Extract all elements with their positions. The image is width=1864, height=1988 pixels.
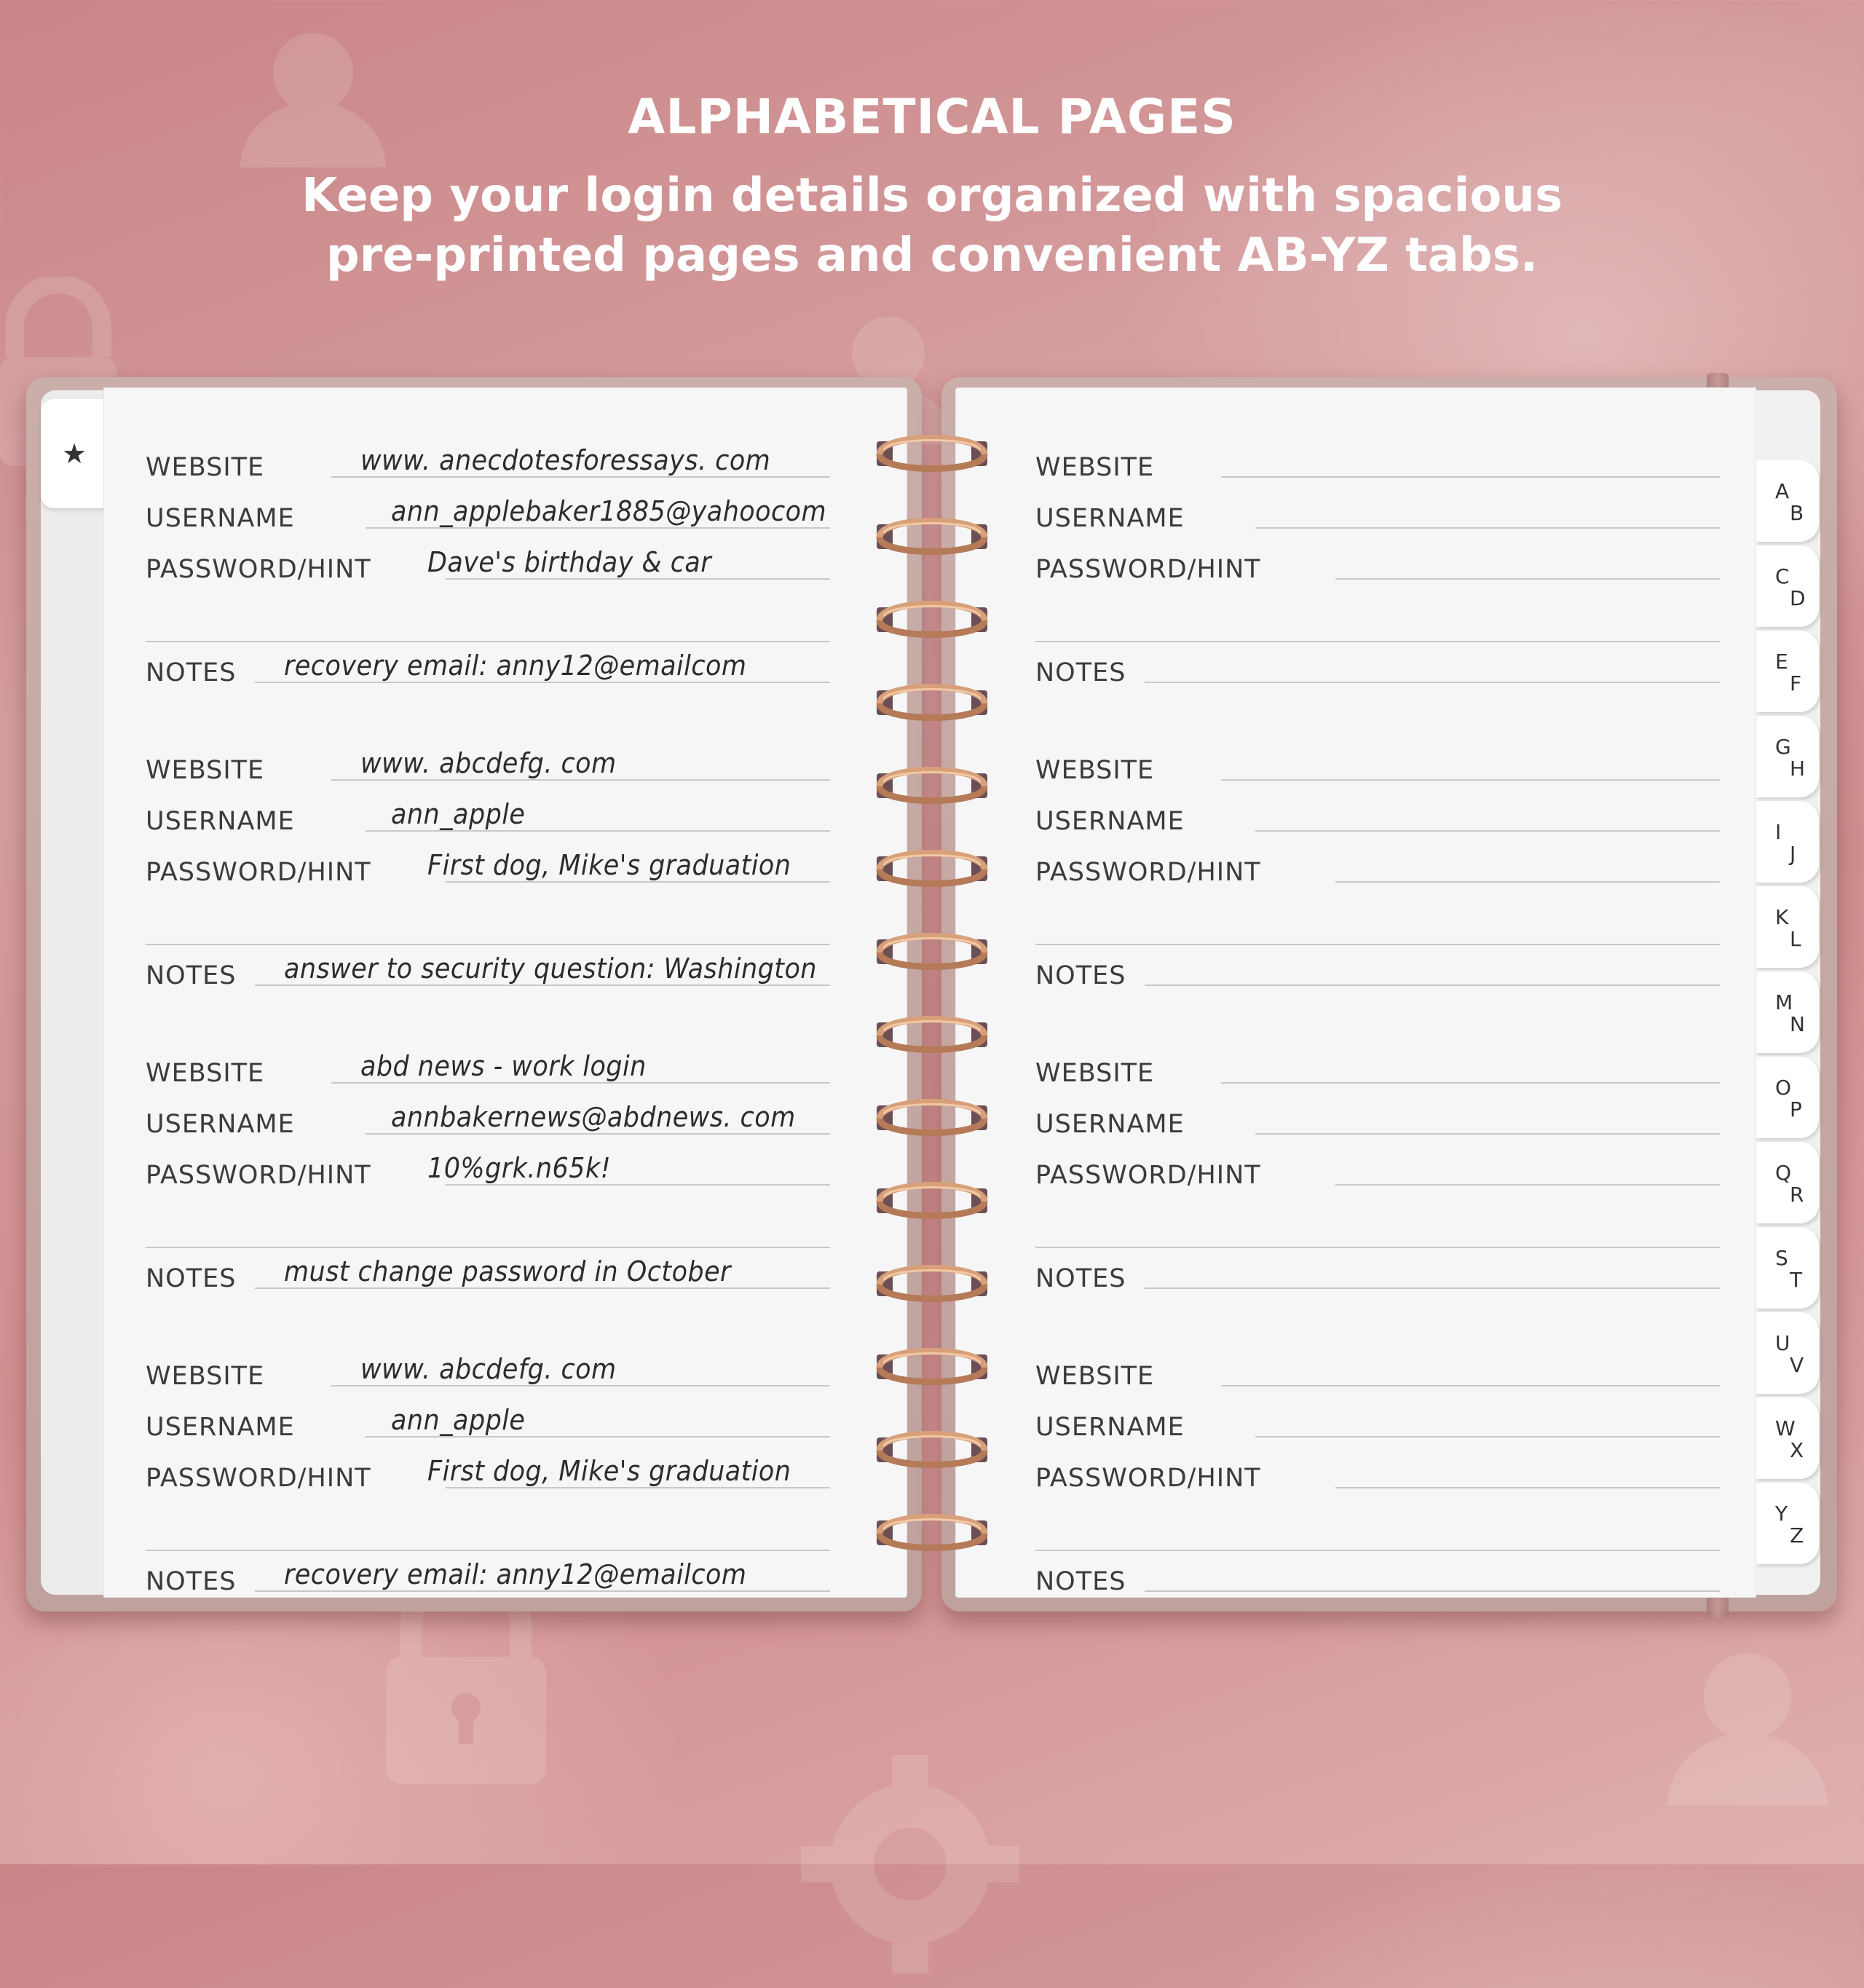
writing-line [331, 476, 830, 478]
handwritten-notes: recovery email: anny12@emailcom [284, 1558, 747, 1590]
tab-letter: A [1775, 479, 1790, 503]
entry-row-notes[interactable] [146, 1553, 830, 1596]
tab-letter: X [1790, 1438, 1804, 1462]
password-label: PASSWORD/HINT [1035, 555, 1261, 584]
entry-row-website[interactable] [146, 741, 830, 785]
entry-row-password[interactable] [1035, 1146, 1720, 1190]
writing-line [366, 527, 830, 529]
blank-line [146, 1247, 830, 1248]
writing-line [331, 779, 830, 781]
blank-line [1035, 1247, 1720, 1248]
username-label: USERNAME [146, 1110, 295, 1139]
right-page [955, 387, 1756, 1598]
writing-line [255, 985, 830, 986]
tab-letter: N [1790, 1012, 1805, 1036]
notes-label: NOTES [146, 1567, 237, 1596]
notes-label: NOTES [1035, 1567, 1126, 1596]
entry-row-notes[interactable] [1035, 947, 1720, 990]
entry-row-password[interactable] [1035, 843, 1720, 887]
tab-letter: Z [1790, 1523, 1804, 1547]
entry-row-username[interactable] [146, 1095, 830, 1139]
website-label: WEBSITE [146, 1059, 265, 1088]
writing-line [255, 682, 830, 683]
password-label: PASSWORD/HINT [146, 555, 371, 584]
entry-row-username[interactable] [1035, 792, 1720, 836]
writing-line [1145, 1287, 1720, 1289]
coil-ring [872, 425, 992, 479]
writing-line [1335, 578, 1720, 580]
tab-letter: F [1790, 671, 1802, 695]
entry-row-username[interactable] [146, 1398, 830, 1442]
login-entry [146, 1044, 830, 1306]
blank-line [1035, 944, 1720, 945]
page-title: ALPHABETICAL PAGES [628, 89, 1236, 145]
writing-line [255, 1590, 830, 1592]
password-label: PASSWORD/HINT [1035, 858, 1261, 887]
entry-row-website[interactable] [1035, 438, 1720, 482]
subtitle-line-1: Keep your login details organized with spacious [301, 169, 1563, 223]
website-label: WEBSITE [1035, 1059, 1155, 1088]
username-label: USERNAME [1035, 807, 1185, 836]
notes-label: NOTES [146, 1264, 237, 1293]
tab-letter: L [1790, 927, 1801, 951]
subtitle [240, 166, 1624, 285]
entry-row-website[interactable] [146, 1044, 830, 1088]
tab-letter: U [1775, 1331, 1790, 1355]
favorites-tab[interactable] [41, 399, 108, 508]
tab-ab[interactable] [1756, 460, 1819, 542]
user-icon [1660, 1638, 1835, 1806]
star-icon: ★ [61, 438, 87, 470]
writing-line [1255, 830, 1720, 832]
writing-line [446, 1487, 830, 1488]
tab-letter: V [1790, 1353, 1804, 1377]
subtitle-line-2: pre-printed pages and convenient AB-YZ tabs. [325, 229, 1539, 283]
coil-ring [872, 508, 992, 562]
coil-ring [872, 840, 992, 894]
handwritten-username: ann_applebaker1885@yahoocom [391, 495, 827, 527]
entry-row-website[interactable] [1035, 1347, 1720, 1391]
website-label: WEBSITE [1035, 1362, 1155, 1391]
entry-row-notes[interactable] [146, 947, 830, 990]
tab-letter: T [1790, 1268, 1803, 1292]
blank-line [1035, 1550, 1720, 1551]
tab-cd[interactable] [1756, 545, 1819, 627]
coil-ring [872, 1172, 992, 1226]
gear-icon [786, 1740, 1034, 1988]
coil-ring [872, 1089, 992, 1143]
username-label: USERNAME [1035, 1413, 1185, 1442]
blank-line [146, 1550, 830, 1551]
writing-line [1255, 1133, 1720, 1135]
writing-line [1255, 527, 1720, 529]
entry-row-website[interactable] [1035, 1044, 1720, 1088]
username-label: USERNAME [1035, 504, 1185, 533]
entry-row-password[interactable] [1035, 1449, 1720, 1493]
coil-ring [872, 674, 992, 728]
writing-line [1335, 1487, 1720, 1488]
tab-kl[interactable] [1756, 886, 1819, 968]
website-label: WEBSITE [146, 453, 265, 482]
website-label: WEBSITE [1035, 453, 1155, 482]
tab-letter: I [1775, 820, 1782, 844]
writing-line [1221, 1385, 1720, 1387]
tab-letter: C [1775, 564, 1790, 588]
entry-row-notes[interactable] [1035, 644, 1720, 687]
writing-line [446, 1184, 830, 1186]
tab-st[interactable] [1756, 1227, 1819, 1309]
entry-row-password[interactable] [1035, 540, 1720, 584]
blank-line [146, 944, 830, 945]
writing-line [366, 1133, 830, 1135]
password-label: PASSWORD/HINT [1035, 1464, 1261, 1493]
website-label: WEBSITE [1035, 756, 1155, 785]
tab-letter: W [1775, 1416, 1796, 1440]
login-entry [1035, 741, 1720, 1003]
entry-row-username[interactable] [1035, 1095, 1720, 1139]
notes-label: NOTES [146, 961, 237, 990]
writing-line [446, 881, 830, 883]
tab-letter: Q [1775, 1161, 1792, 1185]
notes-label: NOTES [1035, 1264, 1126, 1293]
tab-letter: R [1790, 1183, 1804, 1207]
entry-row-username[interactable] [1035, 489, 1720, 533]
tab-ef[interactable] [1756, 631, 1819, 712]
notes-label: NOTES [146, 658, 237, 687]
coil-ring [872, 1421, 992, 1475]
entry-row-password[interactable] [146, 1449, 830, 1493]
handwritten-password: 10%grk.n65k! [427, 1152, 612, 1184]
writing-line [255, 1287, 830, 1289]
entry-row-notes[interactable] [146, 644, 830, 687]
username-label: USERNAME [146, 807, 295, 836]
tab-gh[interactable] [1756, 716, 1819, 797]
entry-row-username[interactable] [146, 792, 830, 836]
handwritten-notes: must change password in October [284, 1255, 731, 1287]
tab-ij[interactable] [1756, 801, 1819, 883]
entry-row-password[interactable] [146, 843, 830, 887]
tab-letter: G [1775, 735, 1791, 759]
writing-line [1335, 881, 1720, 883]
login-entry [1035, 1347, 1720, 1609]
password-label: PASSWORD/HINT [146, 1464, 371, 1493]
writing-line [366, 1436, 830, 1437]
login-entry [146, 741, 830, 1003]
writing-line [1255, 1436, 1720, 1437]
writing-line [1145, 985, 1720, 986]
coil-ring [872, 591, 992, 645]
login-entry [146, 438, 830, 701]
tab-letter: H [1790, 757, 1806, 781]
handwritten-password: First dog, Mike's graduation [427, 1455, 791, 1487]
tab-qr[interactable] [1756, 1142, 1819, 1223]
handwritten-username: annbakernews@abdnews. com [391, 1101, 796, 1133]
blank-line [146, 641, 830, 642]
coil-ring [872, 1338, 992, 1392]
login-entry [146, 1347, 830, 1609]
website-label: WEBSITE [146, 1362, 265, 1391]
entry-row-website[interactable] [146, 1347, 830, 1391]
left-page-stack [41, 390, 114, 1595]
coil-ring [872, 923, 992, 977]
writing-line [1221, 476, 1720, 478]
writing-line [331, 1082, 830, 1084]
entry-row-username[interactable] [1035, 1398, 1720, 1442]
coil-ring [872, 1255, 992, 1309]
handwritten-username: ann_apple [391, 1404, 526, 1436]
notes-label: NOTES [1035, 658, 1126, 687]
writing-line [1221, 779, 1720, 781]
entry-row-website[interactable] [146, 438, 830, 482]
handwritten-password: First dog, Mike's graduation [427, 849, 791, 881]
tab-letter: K [1775, 905, 1789, 929]
tab-letter: B [1790, 501, 1804, 525]
password-label: PASSWORD/HINT [1035, 1161, 1261, 1190]
writing-line [331, 1385, 830, 1387]
writing-line [1335, 1184, 1720, 1186]
tab-op[interactable] [1756, 1057, 1819, 1138]
handwritten-password: Dave's birthday & car [427, 546, 712, 578]
entry-row-notes[interactable] [1035, 1250, 1720, 1293]
username-label: USERNAME [146, 1413, 295, 1442]
handwritten-username: ann_apple [391, 798, 526, 830]
tab-letter: Y [1775, 1502, 1788, 1526]
blank-line [1035, 641, 1720, 642]
password-label: PASSWORD/HINT [146, 1161, 371, 1190]
entry-row-username[interactable] [146, 489, 830, 533]
coil-ring [872, 757, 992, 811]
tab-letter: O [1775, 1076, 1792, 1100]
writing-line [366, 830, 830, 832]
writing-line [446, 578, 830, 580]
tab-letter: E [1775, 650, 1788, 674]
tab-letter: P [1790, 1097, 1802, 1121]
notes-label: NOTES [1035, 961, 1126, 990]
entry-row-website[interactable] [1035, 741, 1720, 785]
tab-uv[interactable] [1756, 1312, 1819, 1394]
tab-wx[interactable] [1756, 1397, 1819, 1479]
login-entry [1035, 1044, 1720, 1306]
password-label: PASSWORD/HINT [146, 858, 371, 887]
handwritten-website: www. anecdotesforessays. com [360, 444, 771, 476]
coil-ring [872, 1504, 992, 1558]
tab-mn[interactable] [1756, 971, 1819, 1053]
handwritten-website: abd news - work login [360, 1050, 647, 1082]
entry-row-notes[interactable] [1035, 1553, 1720, 1596]
handwritten-notes: answer to security question: Washington [284, 952, 817, 985]
username-label: USERNAME [1035, 1110, 1185, 1139]
tab-letter: D [1790, 586, 1806, 610]
tab-letter: M [1775, 990, 1793, 1014]
entry-row-password[interactable] [146, 1146, 830, 1190]
writing-line [1221, 1082, 1720, 1084]
entry-row-password[interactable] [146, 540, 830, 584]
tab-letter: S [1775, 1246, 1788, 1270]
writing-line [1145, 1590, 1720, 1592]
coil-ring [872, 1006, 992, 1060]
username-label: USERNAME [146, 504, 295, 533]
handwritten-notes: recovery email: anny12@emailcom [284, 650, 747, 682]
handwritten-website: www. abcdefg. com [360, 747, 617, 779]
tab-yz[interactable] [1756, 1483, 1819, 1564]
entry-row-notes[interactable] [146, 1250, 830, 1293]
handwritten-website: www. abcdefg. com [360, 1353, 617, 1385]
login-entry [1035, 438, 1720, 701]
website-label: WEBSITE [146, 756, 265, 785]
left-page [103, 387, 907, 1598]
tab-letter: J [1790, 842, 1796, 866]
writing-line [1145, 682, 1720, 683]
